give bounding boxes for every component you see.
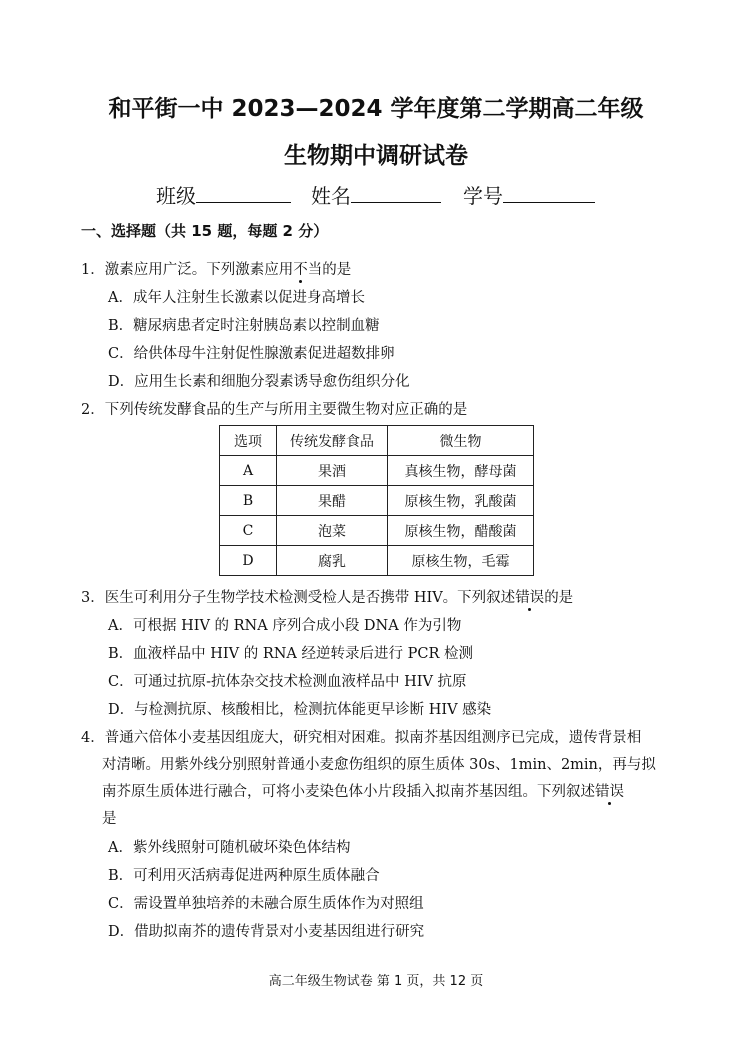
fermentation-table (219, 425, 534, 576)
q4-option-d: D．借助拟南芥的遗传背景对小麦基因组进行研究 (108, 924, 425, 940)
question-1-stem (81, 258, 351, 279)
table-row (220, 486, 534, 516)
name-field (311, 180, 441, 209)
table-row (220, 546, 534, 576)
table-header-cell: 微生物 (388, 426, 534, 456)
table-cell: 原核生物，醋酸菌 (388, 516, 534, 546)
id-label: 学号 (463, 184, 503, 208)
question-3-stem (81, 586, 573, 607)
q1-option-d: D．应用生长素和细胞分裂素诱导愈伤组织分化 (108, 374, 410, 390)
table-cell: 泡菜 (277, 516, 388, 546)
table-row (220, 516, 534, 546)
question-4-line3 (102, 780, 624, 801)
page-footer: 高二年级生物试卷 第 1 页，共 12 页 (268, 974, 484, 989)
id-blank (503, 182, 595, 203)
table-cell: B (220, 486, 277, 516)
q1-emphasis: 不 (293, 262, 308, 278)
section-title: 一、选择题（共 15 题，每题 2 分） (81, 222, 329, 240)
q3-option-d: D．与检测抗原、核酸相比，检测抗体能更早诊断 HIV 感染 (108, 702, 492, 718)
name-blank (351, 182, 441, 203)
table-header-cell: 传统发酵食品 (277, 426, 388, 456)
q3-option-c: C．可通过抗原-抗体杂交技术检测血液样品中 HIV 抗原 (108, 674, 467, 690)
table-cell: C (220, 516, 277, 546)
class-field (156, 180, 291, 209)
table-cell: 果酒 (277, 456, 388, 486)
question-4-line4: 是 (102, 811, 117, 827)
q3-option-b: B．血液样品中 HIV 的 RNA 经逆转录后进行 PCR 检测 (108, 646, 473, 662)
table-cell: D (220, 546, 277, 576)
q1-option-a: A．成年人注射生长激素以促进身高增长 (108, 290, 365, 306)
id-field (463, 180, 595, 209)
table-cell: 腐乳 (277, 546, 388, 576)
q1-stem-text: 1．激素应用广泛。下列激素应用 (81, 262, 294, 278)
q3-stem-text-end: 的是 (544, 590, 574, 606)
q3-option-a: A．可根据 HIV 的 RNA 序列合成小段 DNA 作为引物 (108, 618, 462, 634)
q4-option-b: B．可利用灭活病毒促进两种原生质体融合 (108, 868, 380, 884)
table-cell: A (220, 456, 277, 486)
q3-emphasis: 错误 (515, 590, 545, 606)
question-4-line1: 4．普通六倍体小麦基因组庞大，研究相对困难。拟南芥基因组测序已完成，遗传背景相 (81, 730, 642, 746)
q1-stem-text-end: 当的是 (307, 262, 352, 278)
question-4-line2: 对清晰。用紫外线分别照射普通小麦愈伤组织的原生质体 30s、1min、2min，再与拟 (102, 757, 656, 773)
table-cell: 原核生物，乳酸菌 (388, 486, 534, 516)
table-row (220, 456, 534, 486)
q4-emphasis: 错误 (595, 784, 624, 800)
q4-option-c: C．需设置单独培养的未融合原生质体作为对照组 (108, 896, 424, 912)
exam-title-line2: 生物期中调研试卷 (284, 143, 468, 169)
table-cell: 果醋 (277, 486, 388, 516)
table-header-cell: 选项 (220, 426, 277, 456)
class-label: 班级 (156, 184, 196, 208)
q3-stem-text: 3．医生可利用分子生物学技术检测受检人是否携带 HIV。下列叙述 (81, 590, 516, 606)
q1-option-b: B．糖尿病患者定时注射胰岛素以控制血糖 (108, 318, 380, 334)
table-cell: 真核生物，酵母菌 (388, 456, 534, 486)
table-header-row (220, 426, 534, 456)
exam-title-line1: 和平街一中 2023—2024 学年度第二学期高二年级 (108, 96, 644, 122)
question-2-stem: 2．下列传统发酵食品的生产与所用主要微生物对应正确的是 (81, 402, 468, 418)
q1-option-c: C．给供体母牛注射促性腺激素促进超数排卵 (108, 346, 395, 362)
class-blank (196, 182, 291, 203)
q4-option-a: A．紫外线照射可随机破坏染色体结构 (108, 840, 351, 856)
table-cell: 原核生物，毛霉 (388, 546, 534, 576)
q4-stem-text: 南芥原生质体进行融合，可将小麦染色体小片段插入拟南芥基因组。下列叙述 (102, 784, 595, 800)
name-label: 姓名 (311, 184, 351, 208)
